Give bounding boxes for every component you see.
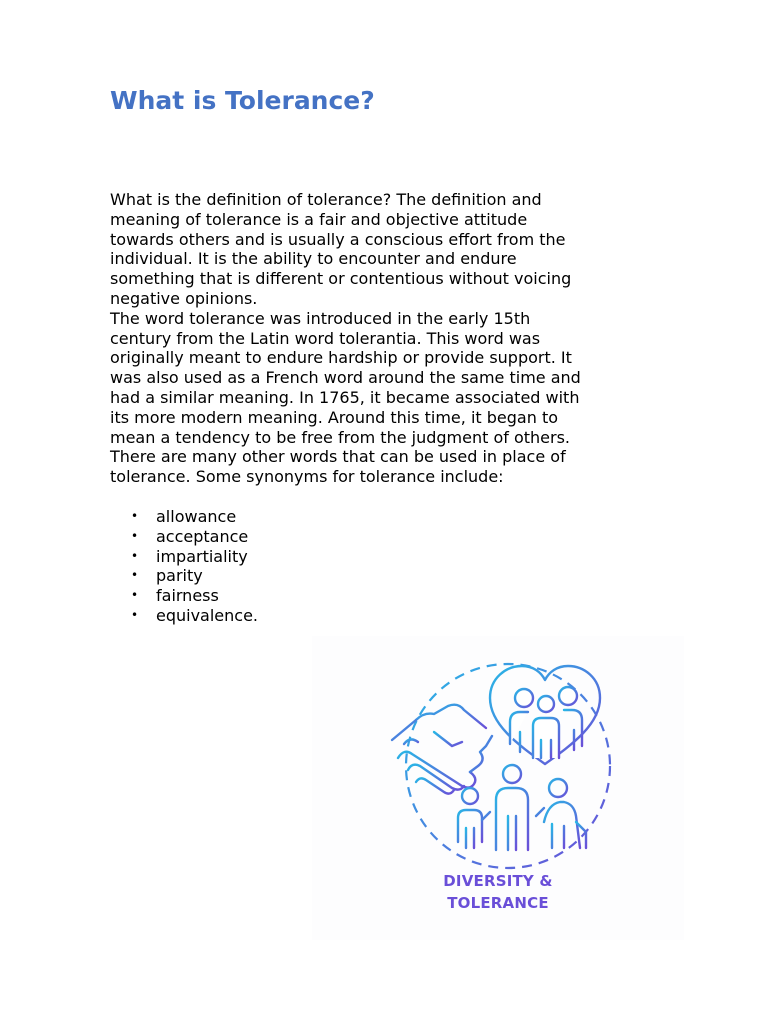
list-item (110, 586, 258, 606)
text-line: had a similar meaning. In 1765, it became associated with (110, 387, 580, 407)
list-item-label: acceptance (156, 526, 249, 546)
synonym-list (110, 507, 258, 626)
logo-text-line-1: DIVERSITY & (443, 872, 553, 890)
text-line: negative opinions. (110, 288, 258, 308)
generations-icon (458, 765, 586, 850)
body-paragraphs (110, 190, 660, 487)
list-item (110, 527, 258, 547)
bullet-icon: • (131, 588, 139, 603)
list-item-label: allowance (156, 507, 237, 526)
list-item (110, 507, 258, 527)
text-line: meaning of tolerance is a fair and objective attitude (110, 209, 528, 229)
list-item-label: parity (156, 566, 203, 586)
text-line: mean a tendency to be free from the judgment of others. (110, 427, 571, 447)
text-line: There are many other words that can be used in place of (110, 447, 566, 467)
bullet-icon: • (131, 528, 139, 543)
page-title: What is Tolerance? (110, 86, 375, 115)
family-heart-icon (490, 666, 600, 764)
list-item (110, 606, 258, 626)
text-line: century from the Latin word tolerantia. This word was (110, 328, 541, 348)
text-line: originally meant to endure hardship or provide support. It (110, 348, 572, 368)
bullet-icon: • (131, 568, 139, 583)
list-item (110, 566, 258, 586)
text-line: was also used as a French word around the same time and (110, 368, 581, 388)
list-item-label: fairness (156, 586, 219, 606)
diversity-tolerance-illustration (312, 636, 684, 940)
list-item (110, 547, 258, 567)
handshake-icon (392, 705, 492, 794)
text-line: What is the definition of tolerance? The definition and (110, 190, 542, 209)
history-paragraph (110, 309, 660, 487)
bullet-icon: • (131, 509, 139, 523)
text-line: The word tolerance was introduced in the early 15th (110, 308, 531, 328)
bullet-icon: • (131, 607, 139, 622)
list-item-label: impartiality (156, 546, 248, 566)
text-line: tolerance. Some synonyms for tolerance include: (110, 467, 504, 487)
text-line: something that is different or contentious without voicing (110, 269, 572, 289)
text-line: towards others and is usually a conscious effort from the (110, 229, 566, 249)
text-line: its more modern meaning. Around this time, it began to (110, 407, 558, 427)
bullet-icon: • (131, 548, 139, 563)
text-line: individual. It is the ability to encounter and endure (110, 249, 517, 269)
logo-text-line-2: TOLERANCE (447, 894, 549, 912)
list-item-label: equivalence. (156, 605, 259, 625)
definition-paragraph (110, 190, 660, 309)
